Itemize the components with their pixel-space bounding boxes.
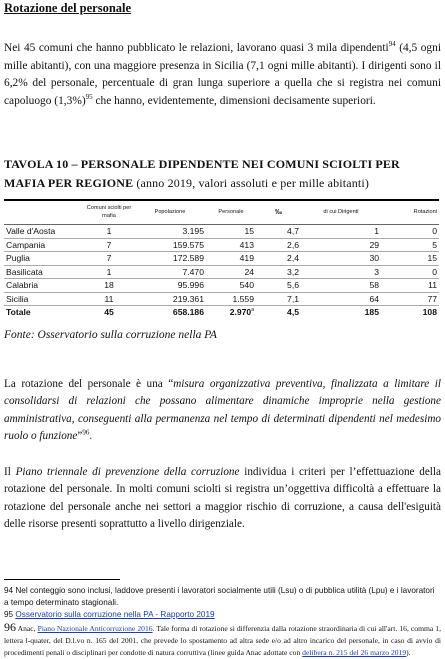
cell-region: Puglia (4, 252, 84, 266)
personnel-table (4, 199, 439, 319)
cell-personale: 15 (206, 225, 256, 239)
rotation-text-2: ” (77, 430, 83, 443)
table-title (4, 155, 441, 193)
cell-personale: 24 (206, 265, 256, 279)
cell-popolazione: 7.470 (134, 265, 206, 279)
cell-personale: 540 (206, 279, 256, 293)
intro-text-1: Nei 45 comuni che hanno pubblicato le relazioni, lavorano quasi 3 mila dipendenti (4, 42, 389, 54)
intro-paragraph (4, 40, 441, 110)
cell-rotazioni: 0 (381, 225, 439, 239)
total-label: Totale (4, 306, 84, 319)
table-header-row (4, 200, 439, 225)
total-rotazioni: 108 (381, 306, 439, 319)
cell-per-mille: 4,7 (256, 225, 301, 239)
cell-popolazione: 172.589 (134, 252, 206, 266)
footnote-divider (4, 579, 120, 580)
cell-comuni: 7 (84, 252, 134, 266)
total-personale-note: a (251, 307, 254, 314)
cell-per-mille: 3,2 (256, 265, 301, 279)
cell-comuni: 11 (84, 292, 134, 306)
cell-region: Sicilia (4, 292, 84, 306)
footnote-95-number: 95 (4, 610, 16, 619)
footnote-96-text-3: ). (406, 648, 411, 657)
header-popolazione: Popolazione (154, 208, 186, 215)
cell-personale: 1.559 (206, 292, 256, 306)
cell-comuni: 1 (84, 225, 134, 239)
header-dirigenti: di cui Dirigenti (323, 208, 359, 215)
cell-rotazioni: 11 (381, 279, 439, 293)
footnote-95-link[interactable]: Osservatorio sulla corruzione nella PA - Rapporto 2019 (15, 610, 215, 619)
cell-comuni: 18 (84, 279, 134, 293)
cell-region: Calabria (4, 279, 84, 293)
cell-rotazioni: 0 (381, 265, 439, 279)
cell-comuni: 7 (84, 238, 134, 252)
cell-dirigenti: 3 (301, 265, 381, 279)
total-personale-cell (206, 306, 256, 319)
section-heading: Rotazione del personale (4, 1, 132, 15)
footnote-96-text-2: . Tale forma di rotazione si differenzia dalla rotazione straordinaria di cui all'art. 16, comma 1, lettera l-quater, del D.l.vo n. 165 del 2001, che prevede lo spostamento ad altra sede e/o ad altro incarico del personale, in caso di avvio di procedimenti penali o disciplinari per condotte di natura corruttiva (linee guida Anac adottate con (4, 624, 441, 657)
rotation-text-1: La rotazione del personale è una “ (4, 378, 174, 390)
cell-per-mille: 2,6 (256, 238, 301, 252)
footnote-96-number: 96 (4, 620, 16, 634)
footnote-ref-96[interactable]: 96 (82, 428, 90, 437)
piano-text-1: Il (4, 466, 16, 478)
table-row (4, 225, 439, 239)
cell-personale: 413 (206, 238, 256, 252)
table-total-row (4, 306, 439, 319)
cell-personale: 419 (206, 252, 256, 266)
delibera-215-link[interactable]: delibera n. 215 del 26 marzo 2019 (302, 648, 407, 657)
table-row (4, 252, 439, 266)
cell-per-mille: 2,4 (256, 252, 301, 266)
footnote-96-text-1: Anac, (16, 624, 38, 633)
cell-dirigenti: 1 (301, 225, 381, 239)
cell-popolazione: 3.195 (134, 225, 206, 239)
footnote-ref-94[interactable]: 94 (388, 40, 396, 49)
cell-dirigenti: 64 (301, 292, 381, 306)
table-title-bold: TAVOLA 10 – PERSONALE DIPENDENTE NEI COMUNI SCIOLTI PER MAFIA PER REGIONE (4, 157, 400, 190)
piano-italic: Piano triennale di prevenzione della corruzione (15, 466, 240, 478)
header-rotazioni: Rotazioni (413, 208, 437, 215)
header-region (4, 200, 84, 225)
cell-popolazione: 159.575 (134, 238, 206, 252)
header-comuni: Comuni sciolti per mafia (86, 205, 132, 219)
pna-2016-link[interactable]: Piano Nazionale Anticorruzione 2016 (37, 624, 153, 633)
footnote-ref-95[interactable]: 95 (85, 92, 93, 101)
footnote-95 (4, 609, 441, 621)
table-source: Fonte: Osservatorio sulla corruzione nella PA (4, 329, 217, 341)
cell-per-mille: 5,6 (256, 279, 301, 293)
cell-popolazione: 219.361 (134, 292, 206, 306)
header-per-mille: ‰ (275, 208, 282, 216)
cell-dirigenti: 29 (301, 238, 381, 252)
table-row (4, 238, 439, 252)
piano-text-2: individua i criteri per l’effettuazione della rotazione del personale. In molti comuni sciolti si registra un’oggettiva difficoltà a effettuare la rotazione del personale anche nei settori a maggior rischio di corruzione, a causa dell'esiguità delle risorse presenti soprattutto a livello dirigenziale. (4, 466, 441, 531)
cell-per-mille: 7,1 (256, 292, 301, 306)
table-row (4, 265, 439, 279)
total-comuni: 45 (84, 306, 134, 319)
cell-rotazioni: 5 (381, 238, 439, 252)
cell-dirigenti: 30 (301, 252, 381, 266)
total-personale: 2.970 (229, 307, 252, 318)
total-per-mille: 4,5 (256, 306, 301, 319)
cell-dirigenti: 58 (301, 279, 381, 293)
cell-popolazione: 95.996 (134, 279, 206, 293)
total-popolazione: 658.186 (134, 306, 206, 319)
rotation-quote: misura organizzativa preventiva, finalizzata a limitare il consolidarsi di relazioni che possano alimentare dinamiche improprie nella gestione amministrativa, conseguenti alla permanenza nel tempo di determinati dipendenti nel medesimo ruolo o funzione (4, 378, 441, 443)
table-row (4, 292, 439, 306)
rotation-paragraph (4, 376, 441, 446)
cell-region: Campania (4, 238, 84, 252)
footnote-94: 94 Nel conteggio sono inclusi, laddove presenti i lavoratori socialmente utili (Lsu) o di pubblica utilità (Lpu) e i lavoratori a tempo determinato stagionali. (4, 586, 435, 607)
table-title-subtitle: (anno 2019, valori assoluti e per mille abitanti) (133, 176, 370, 190)
table-row (4, 279, 439, 293)
total-dirigenti: 185 (301, 306, 381, 319)
intro-text-2: (4,5 ogni mille abitanti), con una maggiore presenza in Sicilia (7,1 ogni mille abitanti). I dirigenti sono il 6,2% del personale, percentuale di gran lunga superiore a quella che si registra nei comuni capoluogo (1,3%) (4, 42, 441, 107)
intro-text-3: che hanno, evidentemente, dimensioni decisamente superiori. (92, 94, 376, 107)
rotation-text-3: . (89, 430, 93, 443)
cell-comuni: 1 (84, 265, 134, 279)
cell-rotazioni: 15 (381, 252, 439, 266)
cell-region: Valle d'Aosta (4, 225, 84, 239)
footnote-96 (4, 621, 441, 659)
header-personale: Personale (218, 208, 244, 215)
cell-rotazioni: 77 (381, 292, 439, 306)
cell-region: Basilicata (4, 265, 84, 279)
piano-paragraph (4, 464, 441, 534)
